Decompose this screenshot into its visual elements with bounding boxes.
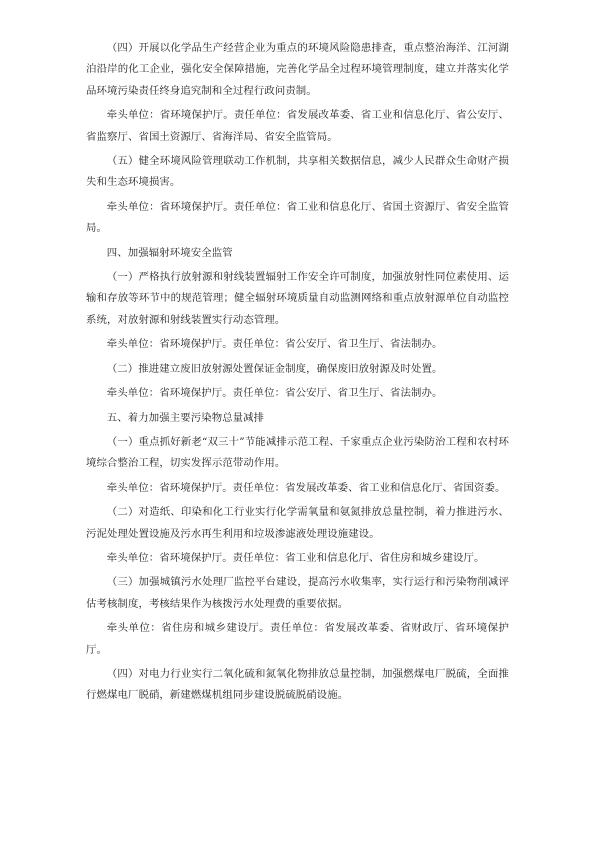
paragraph-reduction-1: （一）重点抓好新老“双三十”节能减排示范工程、千家重点企业污染防治工程和农村环境综合整治工程，切实发挥示范带动作用。 <box>86 435 509 470</box>
paragraph-reduction-4: （四）对电力行业实行二氧化硫和氮氧化物排放总量控制，加强燃煤电厂脱硫，全面推行燃煤电厂脱硝，新建燃煤机组同步建设脱硫脱硝设施。 <box>86 667 509 702</box>
paragraph-5-risk-linkage: （五）健全环境风险管理联动工作机制，共享相关数据信息，减少人民群众生命财产损失和生态环境损害。 <box>86 155 509 189</box>
responsible-units-paragraph: 牵头单位：省住房和城乡建设厅。责任单位：省发展改革委、省财政厅、省环境保护厅。 <box>86 622 509 656</box>
paragraph-radiation-1: （一）严格执行放射源和射线装置辐射工作安全许可制度，加强放射性同位素使用、运输和存放等环节中的规范管理；健全辐射环境质量自动监测网络和重点放射源单位自动监控系统，对放射源和射线装置实行动态管理。 <box>86 271 509 326</box>
responsible-units-paragraph: 牵头单位：省环境保护厅。责任单位：省发展改革委、省工业和信息化厅、省国资委。 <box>106 481 506 494</box>
responsible-units-paragraph: 牵头单位：省环境保护厅。责任单位：省公安厅、省卫生厅、省法制办。 <box>106 387 443 400</box>
paragraph-reduction-3: （三）加强城镇污水处理厂监控平台建设，提高污水收集率，实行运行和污染物削减评估考核制度，考核结果作为核拨污水处理费的重要依据。 <box>86 576 509 610</box>
responsible-units-paragraph: 牵头单位：省环境保护厅。责任单位：省工业和信息化厅、省住房和城乡建设厅。 <box>106 551 485 564</box>
paragraph-4-chemical-risk: （四）开展以化学品生产经营企业为重点的环境风险隐患排查，重点整治海洋、江河湖泊沿岸的化工企业，强化安全保障措施，完善化学品全过程环境管理制度，建立并落实化学品环境污染责任终身追究制和全过程行政问责制。 <box>86 42 509 97</box>
responsible-units-paragraph: 牵头单位：省环境保护厅。责任单位：省发展改革委、省工业和信息化厅、省公安厅、省监察厅、省国土资源厅、省海洋局、省安全监管局。 <box>86 109 509 143</box>
section-heading-emission-reduction: 五、着力加强主要污染物总量减排 <box>106 411 265 424</box>
section-heading-radiation: 四、加强辐射环境安全监管 <box>106 246 233 259</box>
responsible-units-paragraph: 牵头单位：省环境保护厅。责任单位：省工业和信息化厅、省国土资源厅、省安全监管局。 <box>86 200 509 235</box>
responsible-units-paragraph: 牵头单位：省环境保护厅。责任单位：省公安厅、省卫生厅、省法制办。 <box>106 338 443 351</box>
paragraph-radiation-2: （二）推进建立废旧放射源处置保证金制度，确保废旧放射源及时处置。 <box>106 362 443 375</box>
paragraph-reduction-2: （二）对造纸、印染和化工行业实行化学需氧量和氨氮排放总量控制，着力推进污水、污泥处理处置设施及污水再生利用和垃圾渗滤液处理设施建设。 <box>86 506 509 540</box>
